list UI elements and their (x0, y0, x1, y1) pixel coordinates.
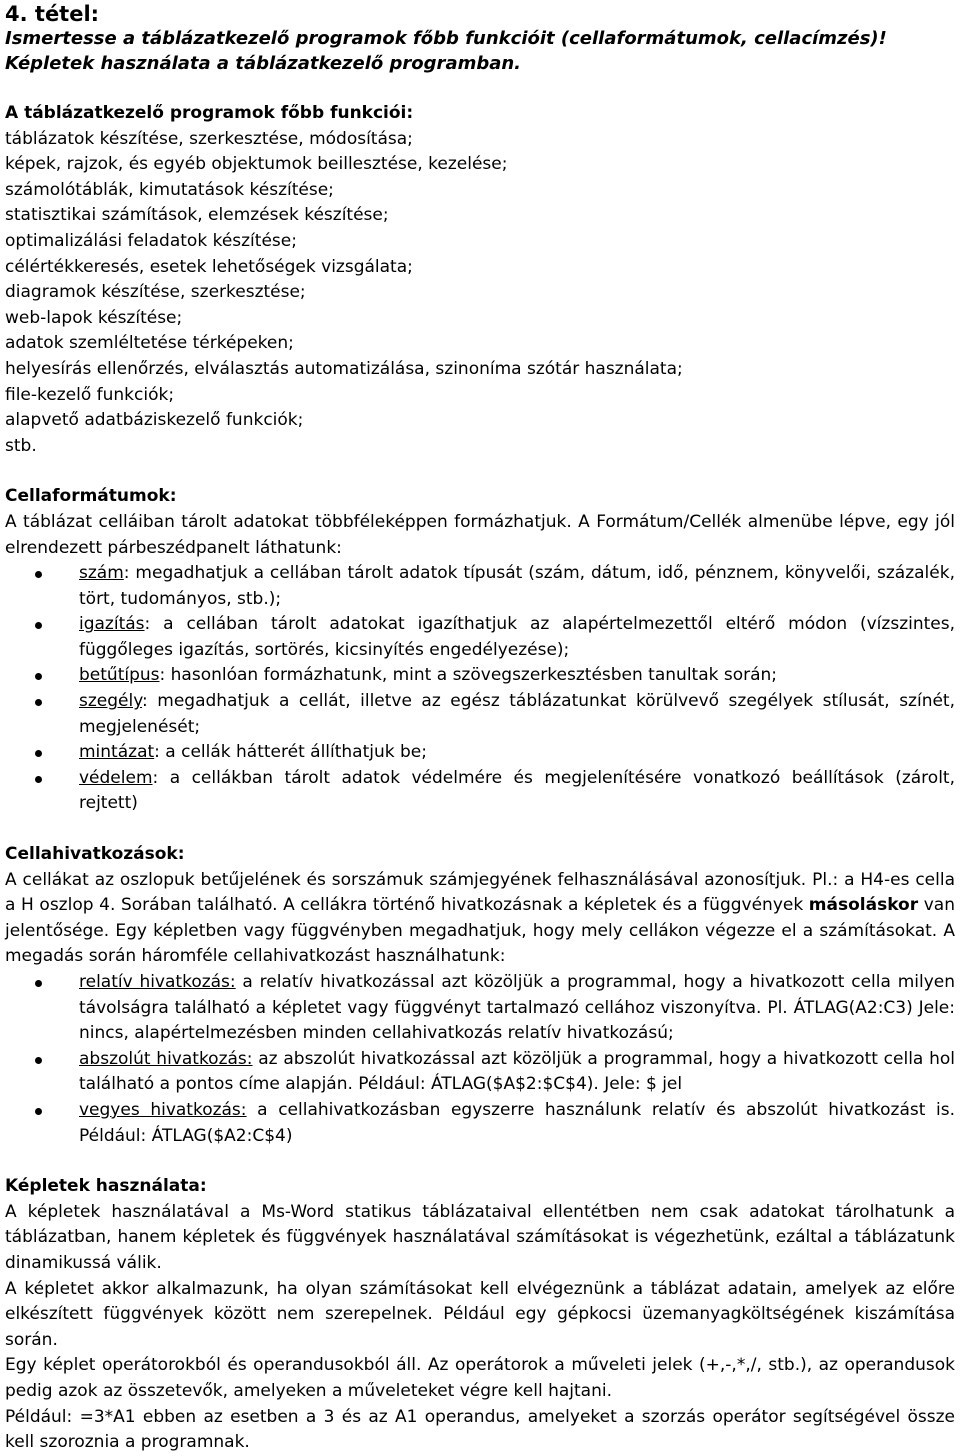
intro-text: A cellákat az oszlopuk betűjelének és sorszámuk számjegyének felhasználásával azonosítjuk. Pl.: a H4-es cella a H oszlop 4. Sorában található. A cellákra történő hivatkozásnak a képletek és a függvények (5, 869, 955, 916)
cellrefs-intro (5, 868, 955, 970)
function-item: diagramok készítése, szerkesztése; (5, 282, 306, 303)
spacer (5, 817, 955, 842)
term: abszolút hivatkozás: (79, 1048, 253, 1069)
bullet-icon (35, 699, 42, 706)
subtitle-line-2: Képletek használata a táblázatkezelő programban. (5, 53, 522, 74)
function-item: helyesírás ellenőrzés, elválasztás automatizálása, szinoníma szótár használata; (5, 358, 683, 379)
term: szám (79, 563, 124, 584)
description: : a cellákban tárolt adatok védelmére és megjelenítésére vonatkozó beállítások (zárolt, rejtett) (79, 767, 955, 814)
list-item (5, 766, 955, 817)
list-item (5, 1047, 955, 1098)
function-item: file-kezelő funkciók; (5, 384, 175, 405)
description: az abszolút hivatkozással azt közöljük a programmal, hogy a hivatkozott cella hol található a pontos címe alapján. Például: ÁTLAG($A$2:$C$4). Jele: $ jel (79, 1048, 955, 1095)
term: vegyes hivatkozás: (79, 1099, 247, 1120)
term: mintázat (79, 742, 155, 763)
formulas-heading: Képletek használata: (5, 1176, 207, 1197)
function-item: célértékkeresés, esetek lehetőségek vizsgálata; (5, 256, 413, 277)
bullet-icon (35, 673, 42, 680)
description: : hasonlóan formázhatunk, mint a szövegszerkesztésben tanultak során; (159, 665, 778, 686)
spacer (5, 459, 955, 484)
formulas-section (5, 1174, 955, 1456)
cellformats-heading: Cellaformátumok: (5, 486, 177, 507)
list-item (5, 740, 955, 766)
cellrefs-list (5, 970, 955, 1149)
list-item (5, 1098, 955, 1149)
spacer (5, 76, 955, 101)
term: szegély (79, 691, 143, 712)
term: betűtípus (79, 665, 160, 686)
list-item (5, 663, 955, 689)
function-item: statisztikai számítások, elemzések készítése; (5, 205, 389, 226)
bullet-icon (35, 750, 42, 757)
function-item: képek, rajzok, és egyéb objektumok beillesztése, kezelése; (5, 154, 508, 175)
functions-section (5, 101, 955, 459)
term: védelem (79, 767, 153, 788)
cellformats-section (5, 484, 955, 817)
intro-bold-term: másoláskor (808, 895, 919, 916)
bullet-icon (35, 1057, 42, 1064)
formulas-paragraph: A képletek használatával a Ms-Word statikus táblázataival ellentétben nem csak adatokat tárolhatunk a táblázatban, hanem képletek és függvények használatával számításokat is végezhetünk, ezáltal a táblázatunk dinamikussá válik. (5, 1201, 955, 1273)
function-item: adatok szemléltetése térképeken; (5, 333, 294, 354)
formulas-paragraph: Egy képlet operátorokból és operandusokból áll. Az operátorok a műveleti jelek (+,-,*,/, stb.), az operandusok pedig azok az összetevők, amelyeken a műveleteket végre kell hajtani. (5, 1355, 955, 1401)
description: : a cellában tárolt adatokat igazíthatjuk az alapértelmezettől eltérő módon (vízszintes, függőleges igazítás, sortörés, kicsinyítés engedélyezése); (79, 614, 955, 660)
description: a cellahivatkozásban egyszerre használunk relatív és abszolút hivatkozást is. Például: ÁTLAG($A2:C$4) (79, 1099, 955, 1146)
function-item: web-lapok készítése; (5, 307, 183, 328)
subtitle-line-1: Ismertesse a táblázatkezelő programok főbb funkcióit (cellaformátumok, cellacímzés)! (5, 28, 887, 49)
list-item (5, 970, 955, 1047)
term: igazítás (79, 614, 145, 635)
page-title: 4. tétel: (5, 2, 100, 26)
description: : megadhatjuk a cellát, illetve az egész táblázatunkat körülvevő szegélyek stílusát, színét, megjelenését; (79, 691, 955, 737)
bullet-icon (35, 776, 42, 783)
function-item: stb. (5, 435, 37, 456)
cellformats-list (5, 561, 955, 817)
description: : a cellák hátterét állíthatjuk be; (154, 742, 427, 763)
list-item (5, 689, 955, 740)
term: relatív hivatkozás: (79, 972, 236, 992)
bullet-icon (35, 622, 42, 629)
cellformats-intro: A táblázat celláiban tárolt adatokat többféleképpen formázhatjuk. A Formátum/Cellék almenübe lépve, egy jól elrendezett párbeszédpanelt láthatunk: (5, 511, 955, 558)
function-item: táblázatok készítése, szerkesztése, módosítása; (5, 128, 413, 149)
list-item (5, 561, 955, 612)
bullet-icon (35, 571, 42, 578)
bullet-icon (35, 980, 42, 987)
cellrefs-heading: Cellahivatkozások: (5, 844, 185, 865)
formulas-paragraph: Például: =3*A1 ebben az esetben a 3 és az A1 operandus, amelyeket a szorzás operátor segítségével össze kell szoroznia a programnak. (5, 1406, 955, 1453)
list-item (5, 612, 955, 663)
formulas-paragraph: A képletet akkor alkalmazunk, ha olyan számításokat kell elvégeznünk a táblázat adatain, amelyek az előre elkészített függvények között nem szerepelnek. Például egy gépkocsi üzemanyagköltségének kiszámítása során. (5, 1278, 955, 1350)
function-item: alapvető adatbáziskezelő funkciók; (5, 410, 304, 431)
bullet-icon (35, 1108, 42, 1115)
cellrefs-section (5, 842, 955, 1149)
spacer (5, 1149, 955, 1174)
description: a relatív hivatkozással azt közöljük a programmal, hogy a hivatkozott cella milyen távolságra található a képletet vagy függvényt tartalmazó cellához viszonyítva. Pl. ÁTLAG(A2:C3) Jele: nincs, alapértelmezésben minden cellahivatkozás relatív hivatkozású; (79, 972, 955, 1044)
function-item: optimalizálási feladatok készítése; (5, 230, 297, 251)
intro-text: van jelentősége. Egy képletben vagy függvényben megadhatjuk, hogy mely cellákon végezze el a számításokat. A megadás során háromféle cellahivatkozást használhatunk: (5, 895, 955, 967)
function-item: számolótáblák, kimutatások készítése; (5, 179, 334, 200)
description: : megadhatjuk a cellában tárolt adatok típusát (szám, dátum, idő, pénznem, könyvelői, százalék, tört, tudományos, stb.); (79, 563, 955, 609)
functions-heading: A táblázatkezelő programok főbb funkciói: (5, 103, 414, 123)
